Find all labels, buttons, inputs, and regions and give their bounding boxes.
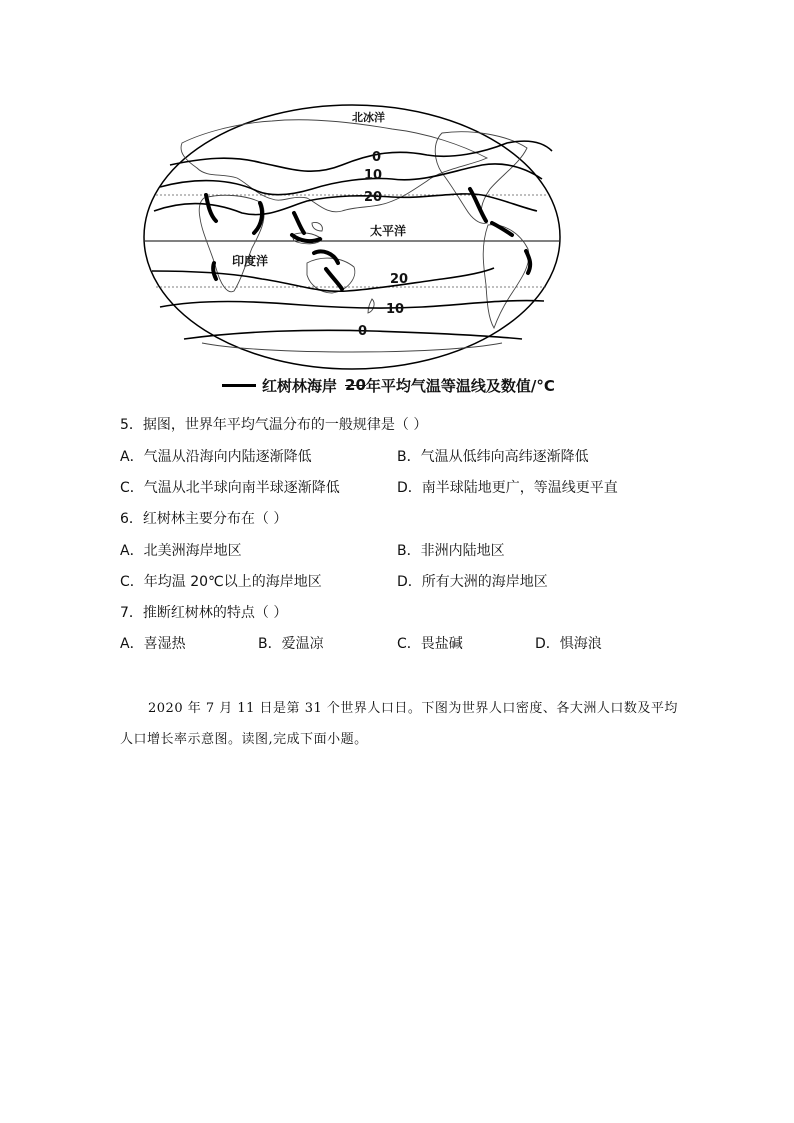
question-7-stem: 7．推断红树林的特点（ ） [120, 605, 288, 621]
passage-line-1: 2020 年 7 月 11 日是第 31 个世界人口日。下图为世界人口密度、各大洲人口数及平均 [148, 701, 678, 716]
world-isotherm-map [142, 103, 562, 371]
isotherm-label-20-south: 20 [390, 272, 409, 287]
question-6-option-a[interactable]: A．北美洲海岸地区 [120, 543, 242, 559]
question-7-option-c[interactable]: C．畏盐碱 [397, 636, 463, 652]
isotherm-legend-label: 年平均气温等温线及数值/°C [365, 376, 555, 395]
question-5-stem: 5．据图，世界年平均气温分布的一般规律是（ ） [120, 417, 428, 433]
map-frame [144, 105, 560, 369]
mangrove-legend-label: 红树林海岸 [262, 376, 338, 395]
label-indian-ocean: 印度洋 [232, 254, 269, 268]
question-6-stem: 6．红树林主要分布在（ ） [120, 511, 288, 527]
isotherm-legend-value: 20 [345, 376, 366, 394]
question-7-option-a[interactable]: A．喜湿热 [120, 636, 186, 652]
question-5-option-c[interactable]: C．气温从北半球向南半球逐渐降低 [120, 480, 340, 496]
question-6-option-c[interactable]: C．年均温 20℃以上的海岸地区 [120, 574, 322, 590]
question-7-option-d[interactable]: D．惧海浪 [535, 636, 602, 652]
question-5-option-d[interactable]: D．南半球陆地更广，等温线更平直 [397, 480, 618, 496]
label-arctic-ocean: 北冰洋 [352, 111, 385, 124]
isotherm-label-0-south: 0 [358, 324, 368, 339]
isotherm-label-10-north: 10 [364, 168, 383, 183]
isotherm-label-20-north: 20 [364, 190, 383, 205]
mangrove-legend-swatch [222, 384, 256, 387]
question-7-option-b[interactable]: B．爱温凉 [258, 636, 324, 652]
question-5-option-a[interactable]: A．气温从沿海向内陆逐渐降低 [120, 449, 312, 465]
question-6-option-d[interactable]: D．所有大洲的海岸地区 [397, 574, 548, 590]
label-pacific-ocean: 太平洋 [370, 224, 407, 238]
question-6-option-b[interactable]: B．非洲内陆地区 [397, 543, 505, 559]
question-5-option-b[interactable]: B．气温从低纬向高纬逐渐降低 [397, 449, 589, 465]
map-legend [222, 374, 555, 396]
isotherm-label-0-north: 0 [372, 150, 382, 165]
isotherm-label-10-south: 10 [386, 302, 405, 317]
passage-line-2: 人口增长率示意图。读图,完成下面小题。 [120, 732, 368, 747]
